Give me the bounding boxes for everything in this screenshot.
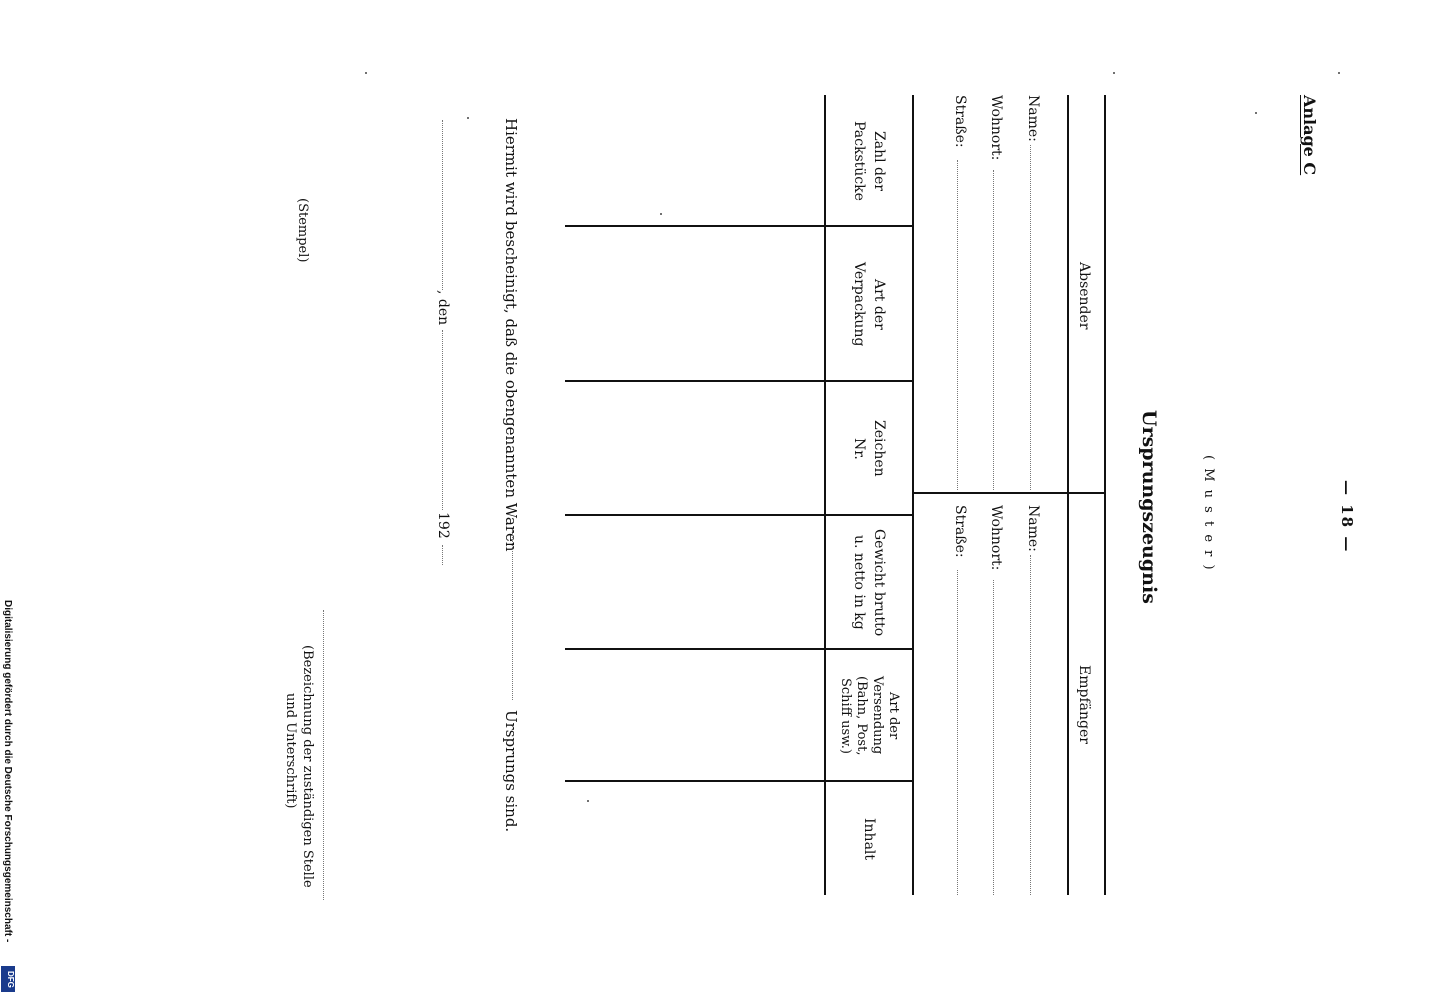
stamp-label: (Stempel): [295, 198, 310, 263]
party-header-rule: [1067, 95, 1069, 895]
digitization-note: Digitalisierung gefördert durch die Deutsche Forschungsgemeinschaft -: [2, 600, 13, 943]
date-field[interactable]: [442, 330, 443, 510]
recipient-strasse-label: Straße:: [952, 505, 968, 558]
th-shipping: Art der Versendung (Bahn, Post, Schiff usw.): [838, 675, 901, 756]
table-header-rule: [824, 95, 826, 895]
date-den-label: , den: [435, 290, 451, 326]
th-shipping-cell: [828, 653, 910, 778]
th-packages: Zahl der Packstücke: [851, 121, 887, 201]
table-top-rule: [912, 95, 914, 895]
sender-strasse-label: Straße:: [952, 95, 968, 148]
col-sep-2: [565, 380, 914, 382]
col-sep-3: [565, 514, 914, 516]
certification-text-end: Ursprungs sind.: [502, 710, 520, 833]
place-field[interactable]: [442, 120, 443, 290]
recipient-header: Empfänger: [1076, 665, 1092, 744]
scan-speck: [1255, 112, 1257, 114]
sender-name-field[interactable]: [1030, 145, 1031, 490]
scan-speck: [660, 213, 662, 215]
date-year: 192: [435, 512, 451, 539]
scan-speck: [365, 72, 367, 74]
recipient-wohnort-field[interactable]: [993, 580, 994, 895]
col-sep-1: [565, 225, 914, 227]
th-weight: Gewicht brutto u. netto in kg: [851, 528, 887, 637]
recipient-name-field[interactable]: [1030, 555, 1031, 895]
dfg-logo: DFG: [1, 966, 15, 992]
sender-header: Absender: [1076, 262, 1092, 330]
th-marks-cell: [828, 385, 910, 512]
signature-caption-line1: (Bezeichnung der zuständigen Stelle: [300, 645, 315, 888]
th-packages-cell: [828, 100, 910, 222]
annex-label: Anlage C: [1300, 95, 1319, 176]
th-marks: Zeichen Nr.: [851, 420, 887, 477]
origin-field[interactable]: [512, 530, 513, 700]
th-packaging-cell: [828, 230, 910, 378]
sender-wohnort-field[interactable]: [993, 170, 994, 490]
year-field[interactable]: [442, 545, 443, 565]
party-divider: [914, 492, 1106, 494]
certification-text: Hiermit wird bescheinigt, daß die obengenannten Waren: [502, 118, 520, 552]
th-contents-cell: [828, 785, 910, 893]
recipient-strasse-field[interactable]: [957, 570, 958, 895]
page-number: — 18 —: [1338, 480, 1356, 554]
sender-wohnort-label: Wohnort:: [988, 95, 1004, 161]
signature-caption-line2: und Unterschrift): [283, 693, 298, 809]
scan-speck: [587, 800, 589, 802]
scan-speck: [1113, 72, 1115, 74]
sender-strasse-field[interactable]: [957, 160, 958, 490]
muster-label: ( M u s t e r ): [1201, 455, 1216, 572]
col-sep-4: [565, 648, 914, 650]
th-weight-cell: [828, 519, 910, 646]
recipient-name-label: Name:: [1025, 505, 1041, 552]
scan-speck: [467, 117, 469, 119]
scan-speck: [1338, 72, 1340, 74]
signature-field[interactable]: [323, 610, 324, 900]
col-sep-5: [565, 780, 914, 782]
sender-name-label: Name:: [1025, 95, 1041, 142]
top-rule: [1104, 95, 1106, 895]
document-title: Ursprungszeugnis: [1138, 410, 1160, 604]
recipient-wohnort-label: Wohnort:: [988, 505, 1004, 571]
th-contents: Inhalt: [861, 817, 877, 860]
th-packaging: Art der Verpackung: [851, 261, 887, 347]
